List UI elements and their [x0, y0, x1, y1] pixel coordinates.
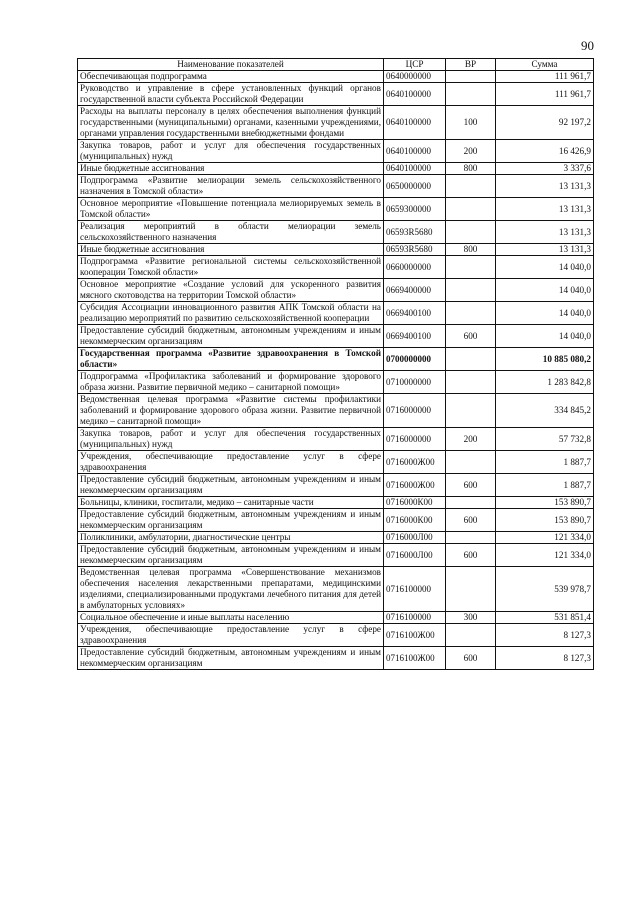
row-name-cell: Ведомственная целевая программа «Совершенствование механизмов обеспечения населения лекарственными препаратами, медицинскими изделиями, специализированными продуктами лечебного питания для детей в амбулаторных условиях» [78, 567, 384, 612]
row-csr-cell: 0669400100 [384, 325, 446, 348]
row-csr-cell: 0660000000 [384, 256, 446, 279]
row-sum-cell: 16 426,9 [496, 140, 594, 163]
table-row [78, 451, 594, 474]
row-csr-cell: 0640100000 [384, 106, 446, 140]
row-csr-cell: 06593R5680 [384, 221, 446, 244]
row-csr-cell: 0700000000 [384, 348, 446, 371]
row-name-cell: Обеспечивающая подпрограмма [78, 71, 384, 83]
row-name-cell: Иные бюджетные ассигнования [78, 163, 384, 175]
table-row [78, 71, 594, 83]
table-row [78, 612, 594, 624]
row-name-cell: Больницы, клиники, госпитали, медико – санитарные части [78, 497, 384, 509]
page-number: 90 [581, 38, 594, 53]
budget-table [77, 58, 594, 670]
row-sum-cell: 111 961,7 [496, 83, 594, 106]
row-vr-cell [446, 302, 496, 325]
row-sum-cell: 1 283 842,8 [496, 371, 594, 394]
row-vr-cell: 300 [446, 612, 496, 624]
row-vr-cell [446, 371, 496, 394]
row-name-cell: Основное мероприятие «Создание условий для ускоренного развития мясного скотоводства на территории Томской области» [78, 279, 384, 302]
row-sum-cell: 13 131,3 [496, 221, 594, 244]
table-row [78, 140, 594, 163]
row-vr-cell [446, 256, 496, 279]
row-sum-cell: 13 131,3 [496, 244, 594, 256]
table-row [78, 83, 594, 106]
row-sum-cell: 8 127,3 [496, 624, 594, 647]
row-csr-cell: 0716100Ж00 [384, 647, 446, 670]
row-sum-cell: 92 197,2 [496, 106, 594, 140]
row-vr-cell [446, 348, 496, 371]
row-sum-cell: 153 890,7 [496, 509, 594, 532]
row-name-cell: Предоставление субсидий бюджетным, автономным учреждениям и иным некоммерческим организациям [78, 509, 384, 532]
header-csr: ЦСР [384, 59, 446, 71]
row-name-cell: Предоставление субсидий бюджетным, автономным учреждениям и иным некоммерческим организациям [78, 647, 384, 670]
row-csr-cell: 0716000Л00 [384, 544, 446, 567]
table-row [78, 221, 594, 244]
row-vr-cell [446, 83, 496, 106]
row-name-cell: Субсидия Ассоциации инновационного развития АПК Томской области на реализацию мероприятий по развитию сельскохозяйственной кооперации [78, 302, 384, 325]
table-row [78, 279, 594, 302]
row-sum-cell: 531 851,4 [496, 612, 594, 624]
table-row [78, 348, 594, 371]
row-name-cell: Поликлиники, амбулатории, диагностические центры [78, 532, 384, 544]
row-vr-cell: 600 [446, 647, 496, 670]
row-sum-cell: 14 040,0 [496, 256, 594, 279]
row-name-cell: Расходы на выплаты персоналу в целях обеспечения выполнения функций государственными (муниципальными) органами, казенными учреждениями, органами управления государственными внебюджетными фондами [78, 106, 384, 140]
table-row [78, 256, 594, 279]
row-name-cell: Закупка товаров, работ и услуг для обеспечения государственных (муниципальных) нужд [78, 428, 384, 451]
row-vr-cell: 600 [446, 509, 496, 532]
row-sum-cell: 334 845,2 [496, 394, 594, 428]
row-sum-cell: 121 334,0 [496, 532, 594, 544]
row-csr-cell: 0716000К00 [384, 509, 446, 532]
row-vr-cell: 800 [446, 163, 496, 175]
table-row [78, 532, 594, 544]
row-sum-cell: 1 887,7 [496, 451, 594, 474]
table-row [78, 497, 594, 509]
table-row [78, 509, 594, 532]
row-name-cell: Учреждения, обеспечивающие предоставление услуг в сфере здравоохранения [78, 451, 384, 474]
row-name-cell: Основное мероприятие «Повышение потенциала мелиорируемых земель в Томской области» [78, 198, 384, 221]
row-sum-cell: 13 131,3 [496, 198, 594, 221]
table-row [78, 175, 594, 198]
row-vr-cell [446, 567, 496, 612]
row-sum-cell: 8 127,3 [496, 647, 594, 670]
row-sum-cell: 1 887,7 [496, 474, 594, 497]
header-name: Наименование показателей [78, 59, 384, 71]
row-vr-cell [446, 175, 496, 198]
row-name-cell: Социальное обеспечение и иные выплаты населению [78, 612, 384, 624]
row-vr-cell: 200 [446, 428, 496, 451]
row-name-cell: Подпрограмма «Развитие мелиорации земель сельскохозяйственного назначения в Томской области» [78, 175, 384, 198]
row-name-cell: Иные бюджетные ассигнования [78, 244, 384, 256]
row-csr-cell: 0716000000 [384, 394, 446, 428]
row-csr-cell: 0669400100 [384, 302, 446, 325]
row-name-cell: Закупка товаров, работ и услуг для обеспечения государственных (муниципальных) нужд [78, 140, 384, 163]
row-sum-cell: 121 334,0 [496, 544, 594, 567]
row-name-cell: Руководство и управление в сфере установленных функций органов государственной власти субъекта Российской Федерации [78, 83, 384, 106]
row-vr-cell: 800 [446, 244, 496, 256]
row-csr-cell: 0640100000 [384, 83, 446, 106]
row-csr-cell: 0716100000 [384, 567, 446, 612]
row-csr-cell: 0640100000 [384, 163, 446, 175]
row-csr-cell: 0716000000 [384, 428, 446, 451]
row-vr-cell [446, 198, 496, 221]
header-sum: Сумма [496, 59, 594, 71]
row-vr-cell [446, 497, 496, 509]
row-name-cell: Ведомственная целевая программа «Развитие системы профилактики заболеваний и формирование здорового образа жизни. Развитие первичной медико – санитарной помощи» [78, 394, 384, 428]
row-sum-cell: 539 978,7 [496, 567, 594, 612]
row-name-cell: Предоставление субсидий бюджетным, автономным учреждениям и иным некоммерческим организациям [78, 474, 384, 497]
table-row [78, 474, 594, 497]
table-row [78, 371, 594, 394]
row-name-cell: Предоставление субсидий бюджетным, автономным учреждениям и иным некоммерческим организациям [78, 325, 384, 348]
row-vr-cell [446, 221, 496, 244]
table-row [78, 394, 594, 428]
row-csr-cell: 0640100000 [384, 140, 446, 163]
row-name-cell: Учреждения, обеспечивающие предоставление услуг в сфере здравоохранения [78, 624, 384, 647]
row-sum-cell: 14 040,0 [496, 302, 594, 325]
table-row [78, 567, 594, 612]
row-csr-cell: 06593R5680 [384, 244, 446, 256]
row-sum-cell: 13 131,3 [496, 175, 594, 198]
table-row [78, 106, 594, 140]
row-csr-cell: 0659300000 [384, 198, 446, 221]
row-name-cell: Подпрограмма «Развитие региональной системы сельскохозяйственной кооперации Томской области» [78, 256, 384, 279]
table-body [78, 71, 594, 670]
row-vr-cell [446, 624, 496, 647]
table-row [78, 163, 594, 175]
row-sum-cell: 57 732,8 [496, 428, 594, 451]
row-sum-cell: 14 040,0 [496, 325, 594, 348]
row-csr-cell: 0716000Л00 [384, 532, 446, 544]
row-csr-cell: 0716100Ж00 [384, 624, 446, 647]
row-vr-cell [446, 451, 496, 474]
row-vr-cell: 600 [446, 325, 496, 348]
row-vr-cell [446, 279, 496, 302]
row-csr-cell: 0716000Ж00 [384, 451, 446, 474]
row-vr-cell: 200 [446, 140, 496, 163]
row-sum-cell: 153 890,7 [496, 497, 594, 509]
row-sum-cell: 10 885 080,2 [496, 348, 594, 371]
row-sum-cell: 14 040,0 [496, 279, 594, 302]
table-row [78, 302, 594, 325]
row-sum-cell: 111 961,7 [496, 71, 594, 83]
row-name-cell: Подпрограмма «Профилактика заболеваний и формирование здорового образа жизни. Развитие первичной медико – санитарной помощи» [78, 371, 384, 394]
table-row [78, 647, 594, 670]
row-name-cell: Предоставление субсидий бюджетным, автономным учреждениям и иным некоммерческим организациям [78, 544, 384, 567]
row-vr-cell: 600 [446, 544, 496, 567]
row-vr-cell [446, 532, 496, 544]
row-name-cell: Государственная программа «Развитие здравоохранения в Томской области» [78, 348, 384, 371]
row-vr-cell: 600 [446, 474, 496, 497]
table-row [78, 244, 594, 256]
row-vr-cell: 100 [446, 106, 496, 140]
table-row [78, 544, 594, 567]
row-sum-cell: 3 337,6 [496, 163, 594, 175]
row-csr-cell: 0650000000 [384, 175, 446, 198]
row-csr-cell: 0716000К00 [384, 497, 446, 509]
row-vr-cell [446, 394, 496, 428]
row-csr-cell: 0710000000 [384, 371, 446, 394]
row-csr-cell: 0669400000 [384, 279, 446, 302]
row-csr-cell: 0716100000 [384, 612, 446, 624]
table-header-row [78, 59, 594, 71]
row-csr-cell: 0640000000 [384, 71, 446, 83]
table-row [78, 198, 594, 221]
row-vr-cell [446, 71, 496, 83]
table-row [78, 624, 594, 647]
row-name-cell: Реализация мероприятий в области мелиорации земель сельскохозяйственного назначения [78, 221, 384, 244]
row-csr-cell: 0716000Ж00 [384, 474, 446, 497]
header-vr: ВР [446, 59, 496, 71]
table-row [78, 325, 594, 348]
table-row [78, 428, 594, 451]
